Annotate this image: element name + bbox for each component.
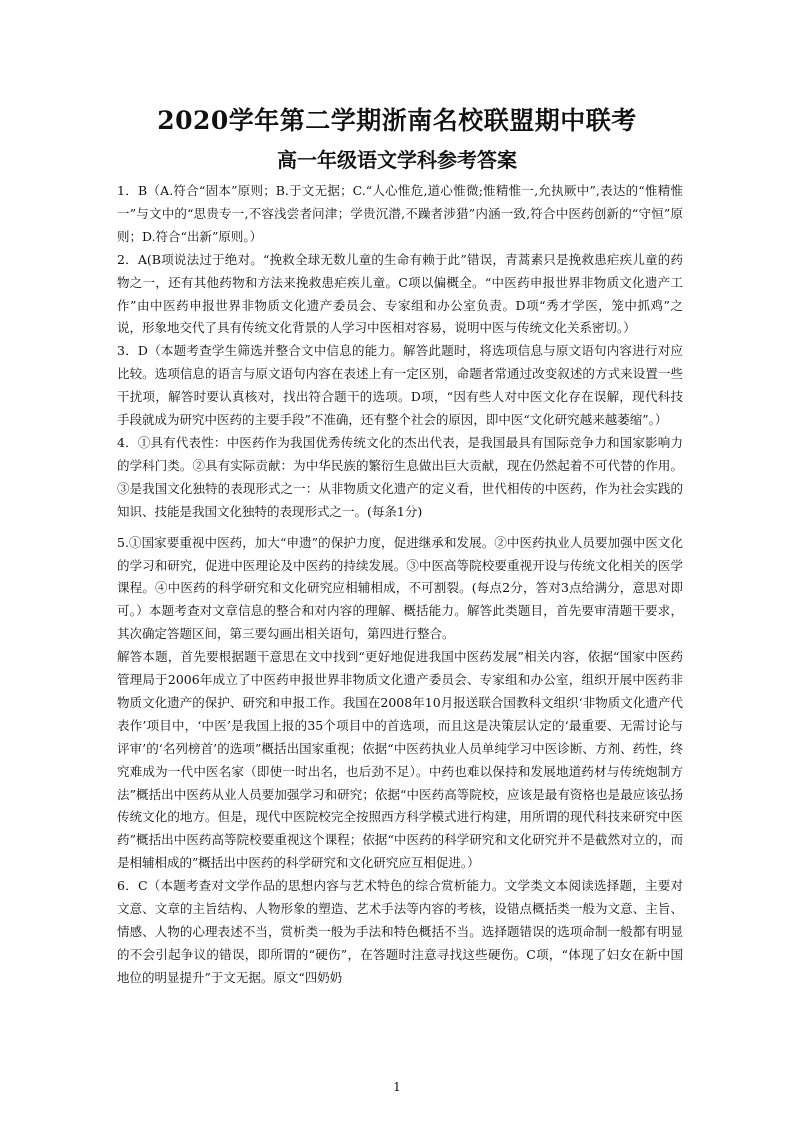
answer-6: 6．C（本题考查对文学作品的思想内容与艺术特色的综合赏析能力。文学类文本阅读选择题，主要对文意、文章的主旨结构、人物形象的塑造、艺术手法等内容的考核，设错点概括类一般为文意、主旨、情感、人物的心理表述不当，赏析类一般为手法和特色概括不当。选择题错误的选项命制一般都有明显的不会引起争议的错误，即所谓的“硬伤”，在答题时注意寻找这些硬伤。C项，“体现了妇女在新中国地位的明显提升”于文无据。原文“四奶奶 (117, 878, 683, 985)
page-number: 1 (393, 1080, 401, 1094)
paragraph-gap (117, 524, 683, 532)
answer-2: 2．A(B项说法过于绝对。“挽救全球无数儿童的生命有赖于此”错误，青蒿素只是挽救患疟疾儿童的药物之一，还有其他药物和方法来挽救患疟疾儿童。C项以偏概全。“中医药申报世界非物质文化遗产工作”由中医药申报世界非物质文化遗产委员会、专家组和办公室负责。D项“秀才学医，笼中抓鸡”之说，形象地交代了具有传统文化背景的人学习中医相对容易，说明中医与传统文化关系密切。） (117, 251, 683, 336)
answer-1: 1．B（A.符合“固本”原则；B.于文无据；C.“人心惟危,道心惟微;惟精惟一,允执厥中”,表达的“惟精惟一”与文中的“思贵专一,不容浅尝者问津；学贵沉潜,不躁者涉猎”内涵一致,符合中医药创新的“守恒”原则；D.符合“出新”原则。） (117, 183, 683, 244)
answer-body (117, 180, 683, 990)
answer-5-analysis: 解答本题，首先要根据题干意思在文中找到“更好地促进我国中医药发展”相关内容，依据“国家中医药管理局于2006年成立了中医药申报世界非物质文化遗产委员会、专家组和办公室，组织开展中医药非物质文化遗产的保护、研究和申报工作。我国在2008年10月报送联合国教科文组织‘非物质文化遗产代表作’项目中，‘中医’是我国上报的35个项目中的首选项，而且这是决策层认定的‘最重要、无需讨论与评审’的‘名列榜首’的选项”概括出国家重视；依据“中医药执业人员单纯学习中医诊断、方剂、药性，终究难成为一代中医名家（即使一时出名，也后劲不足）。中药也难以保持和发展地道药材与传统炮制方法”概括出中医药从业人员要加强学习和研究；依据“中医药高等院校，应该是最有资格也是最应该弘扬传统文化的地方。但是，现代中医院校完全按照西方科学模式进行构建，用所谓的现代科技来研究中医药”概括出中医药高等院校要重视这个课程；依据“中医药的科学研究和文化研究并不是截然对立的，而是相辅相成的”概括出中医药的科学研究和文化研究应互相促进。） (117, 649, 683, 871)
answer-5: 5.①国家要重视中医药，加大“申遗”的保护力度，促进继承和发展。②中医药执业人员要加强中医文化的学习和研究，促进中医理论及中医药的持续发展。③中医高等院校要重视开设与传统文化相关的医学课程。④中医药的科学研究和文化研究应相辅相成，不可割裂。(每点2分，答对3点给满分，意思对即可。）本题考查对文章信息的整合和对内容的理解、概括能力。解答此类题目，首先要审清题干要求，其次确定答题区间，第三要勾画出相关语句，第四进行整合。 (117, 534, 683, 642)
page-subtitle: 高一年级语文学科参考答案 (277, 148, 517, 172)
page-title: 2020学年第二学期浙南名校联盟期中联考 (157, 106, 637, 135)
answer-3: 3．D（本题考查学生筛选并整合文中信息的能力。解答此题时，将选项信息与原文语句内容进行对应比较。选项信息的语言与原文语句内容在表述上有一定区别，命题者常通过改变叙述的方式来设置一些干扰项，解答时要认真核对，找出符合题干的选项。D项，“因有些人对中医文化存在误解，现代科技手段就成为研究中医药的主要手段”不准确，还有整个社会的原因，即中医“文化研究越来越萎缩”。） (117, 343, 683, 428)
answer-4: 4．①具有代表性：中医药作为我国优秀传统文化的杰出代表，是我国最具有国际竞争力和国家影响力的学科门类。②具有实际贡献：为中华民族的繁衍生息做出巨大贡献，现在仍然起着不可代替的作用。③是我国文化独特的表现形式之一：从非物质文化遗产的定义看，世代相传的中医药，作为社会实践的知识、技能是我国文化独特的表现形式之一。(每条1分) (117, 434, 683, 519)
